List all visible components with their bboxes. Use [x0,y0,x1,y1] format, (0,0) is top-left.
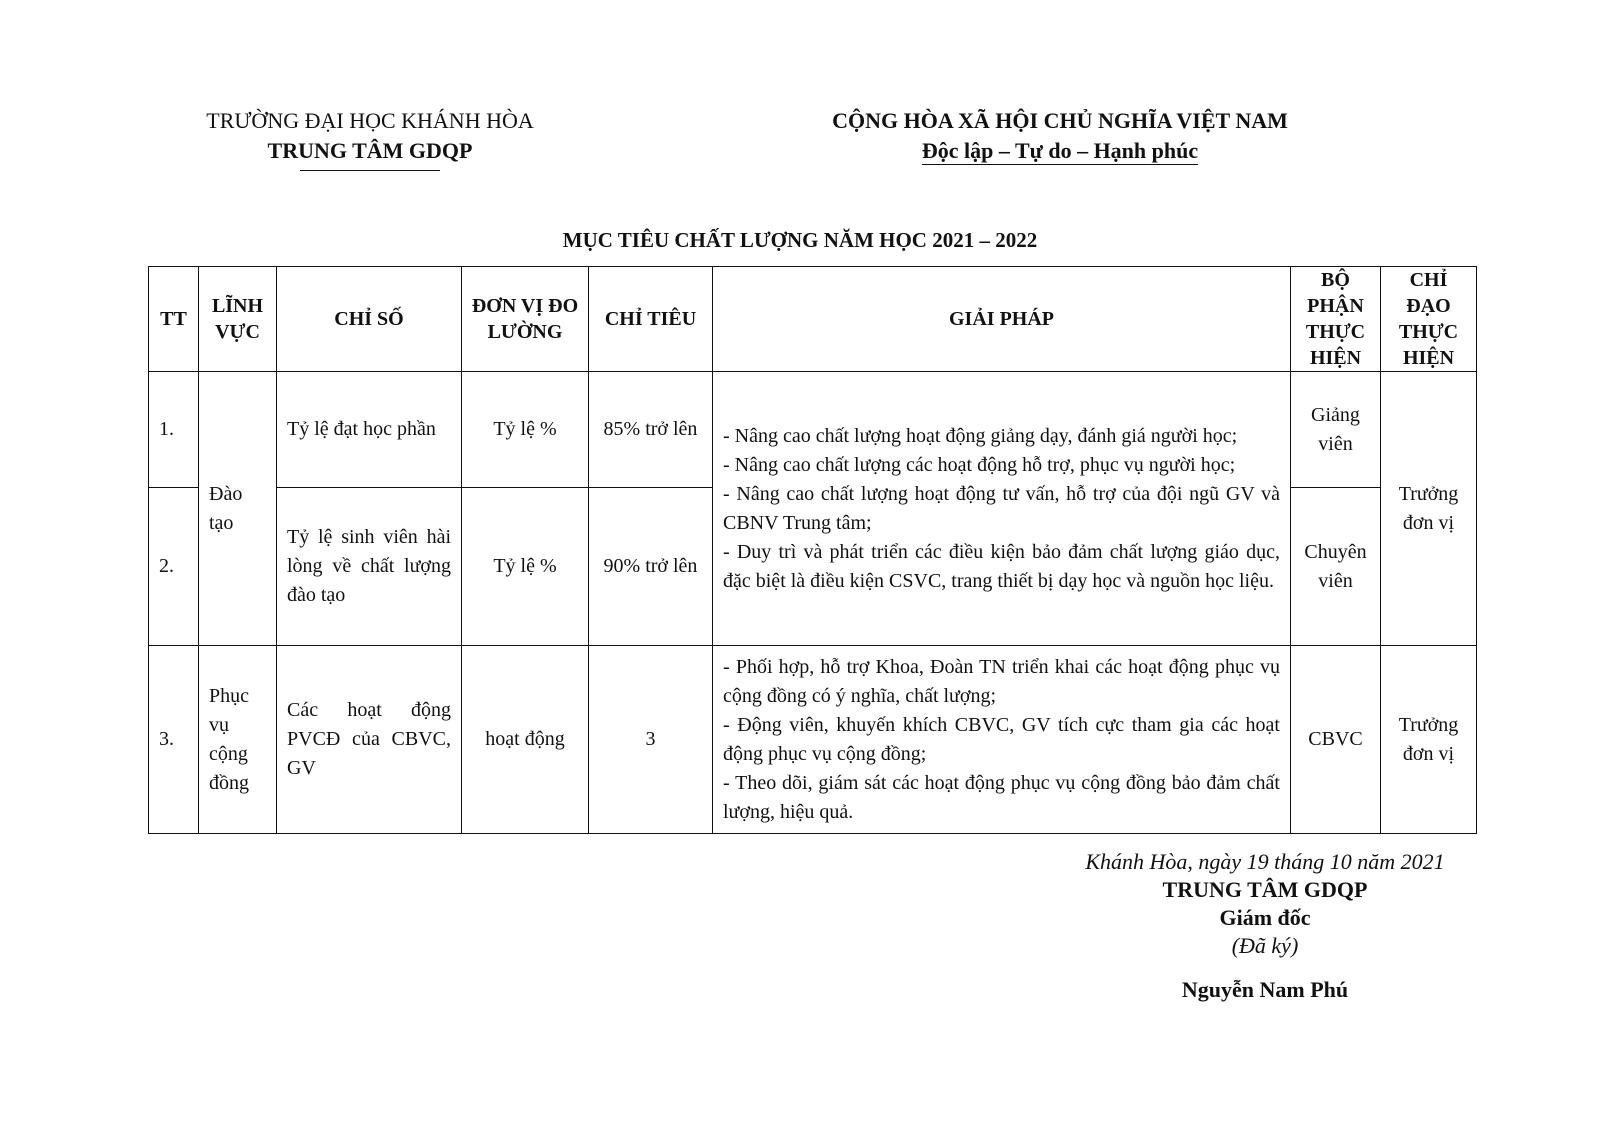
solution-item: - Phối hợp, hỗ trợ Khoa, Đoàn TN triển khai các hoạt động phục vụ cộng đồng có ý nghĩa, chất lượng; [723,655,1280,707]
unit-cell: hoạt động [462,646,589,834]
col-header-department: BỘ PHẬN THỰC HIỆN [1291,267,1381,372]
university-name: TRƯỜNG ĐẠI HỌC KHÁNH HÒA [206,108,534,133]
solution-item: - Nâng cao chất lượng các hoạt động hỗ trợ, phục vụ người học; [723,453,1236,476]
place-date: Khánh Hòa, ngày 19 tháng 10 năm 2021 [1085,849,1445,874]
document-title: MỤC TIÊU CHẤT LƯỢNG NĂM HỌC 2021 – 2022 [562,228,1038,252]
header-underline [300,170,440,171]
row-number: 2. [149,488,199,646]
table-row [149,372,1477,488]
target-cell: 85% trở lên [589,372,713,488]
row-number: 3. [149,646,199,834]
row-number: 1. [149,372,199,488]
col-header-indicator: CHỈ SỐ [277,267,462,372]
table-header-row [149,267,1477,372]
quality-goals-table [148,266,1477,834]
solution-item: - Nâng cao chất lượng hoạt động tư vấn, hỗ trợ của đội ngũ GV và CBNV Trung tâm; [723,482,1280,534]
department-cell: Chuyên viên [1291,488,1381,646]
center-name: TRUNG TÂM GDQP [267,138,473,163]
director-cell: Trưởng đơn vị [1381,372,1477,646]
solution-item: - Động viên, khuyến khích CBVC, GV tích cực tham gia các hoạt động phục vụ cộng đồng; [723,713,1280,765]
col-header-unit: ĐƠN VỊ ĐO LƯỜNG [462,267,589,372]
department-cell: Giảng viên [1291,372,1381,488]
signature-block [1040,848,1490,1004]
signer-position: Giám đốc [1219,905,1311,930]
signer-organization: TRUNG TÂM GDQP [1162,877,1368,902]
target-cell: 3 [589,646,713,834]
col-header-tt: TT [149,267,199,372]
national-header [820,106,1300,166]
signed-note: (Đã ký) [1231,933,1299,958]
indicator-cell: Tỷ lệ đạt học phần [277,372,462,488]
unit-cell: Tỷ lệ % [462,488,589,646]
director-cell: Trưởng đơn vị [1381,646,1477,834]
signer-name: Nguyễn Nam Phú [1181,977,1349,1002]
col-header-director: CHỈ ĐẠO THỰC HIỆN [1381,267,1477,372]
solution-item: - Duy trì và phát triển các điều kiện bảo đảm chất lượng giáo dục, đặc biệt là điều kiện CSVC, trang thiết bị dạy học và nguồn học liệu. [723,540,1280,592]
col-header-field: LĨNH VỰC [199,267,277,372]
indicator-cell: Các hoạt động PVCĐ của CBVC, GV [277,646,462,834]
field-cell: Phục vụ cộng đồng [199,646,277,834]
solution-item: - Nâng cao chất lượng hoạt động giảng dạy, đánh giá người học; [723,424,1238,447]
target-cell: 90% trở lên [589,488,713,646]
table-row [149,646,1477,834]
issuer-header [200,106,540,171]
solution-item: - Theo dõi, giám sát các hoạt động phục vụ cộng đồng bảo đảm chất lượng, hiệu quả. [723,771,1280,823]
col-header-solution: GIẢI PHÁP [713,267,1291,372]
department-cell: CBVC [1291,646,1381,834]
solution-cell [713,646,1291,834]
unit-cell: Tỷ lệ % [462,372,589,488]
field-cell: Đào tạo [199,372,277,646]
col-header-target: CHỈ TIÊU [589,267,713,372]
national-motto: Độc lập – Tự do – Hạnh phúc [921,138,1199,163]
country-name: CỘNG HÒA XÃ HỘI CHỦ NGHĨA VIỆT NAM [832,108,1288,133]
indicator-cell: Tỷ lệ sinh viên hài lòng về chất lượng đào tạo [277,488,462,646]
solution-cell [713,372,1291,646]
